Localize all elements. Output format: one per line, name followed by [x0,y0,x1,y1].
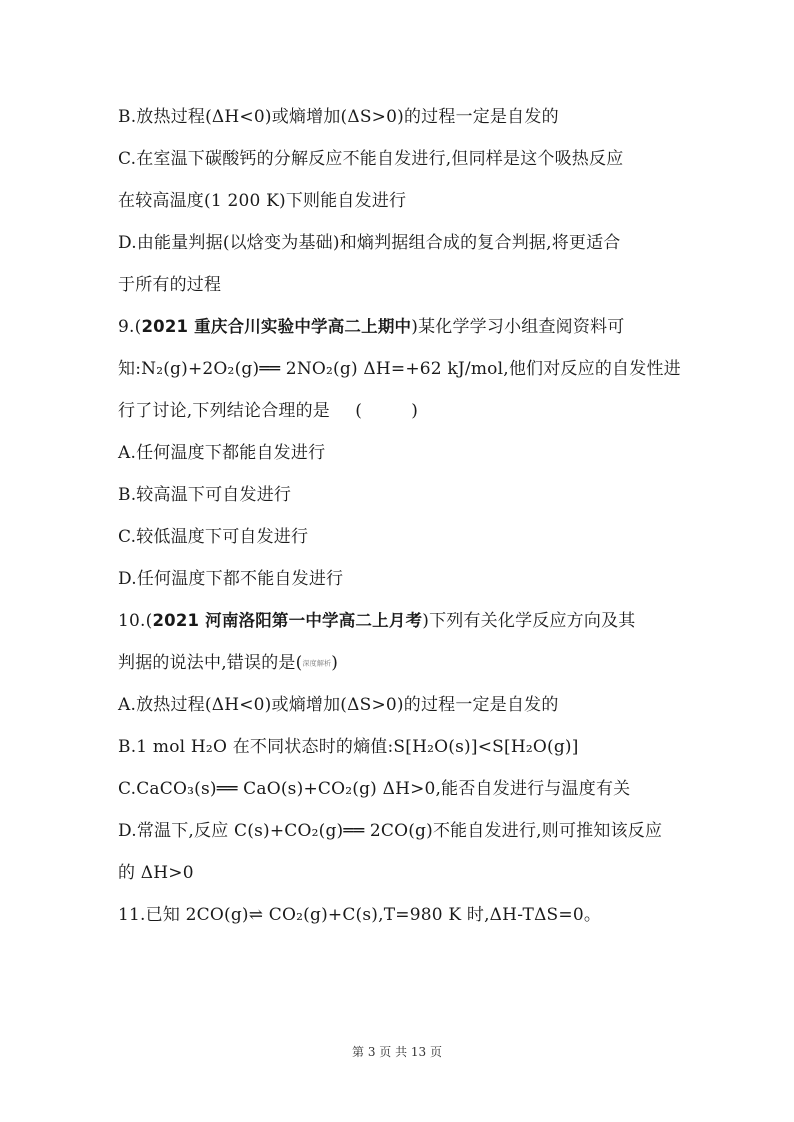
q9-stem-line1 [118,316,624,338]
q10-tag-close: ) [331,653,339,673]
q10-number: 10.( [118,611,153,631]
q9-stem-line2: 知:N₂(g)+2O₂(g)══ 2NO₂(g) ΔH=+62 kJ/mol,他们对反应的自发性进 [118,359,681,379]
page-footer: 第 3 页 共 13 页 [352,1045,442,1059]
q9-number: 9.( [118,317,142,337]
q9-source: 2021 重庆合川实验中学高二上期中 [141,317,412,336]
q10-stem-line2 [118,652,338,675]
q9-answer-paren-close: ) [411,401,419,421]
q9-option-d: D.任何温度下都不能自发进行 [118,569,344,589]
q9-answer-paren-open: ( [355,401,363,421]
q10-stem-rest: )下列有关化学反应方向及其 [422,611,636,631]
q10-option-a: A.放热过程(ΔH<0)或熵增加(ΔS>0)的过程一定是自发的 [118,695,559,715]
q10-tag-open: ( [295,653,303,673]
q9-option-a: A.任何温度下都能自发进行 [118,443,326,463]
q10-stem-line2-text: 判据的说法中,错误的是 [118,653,296,673]
q8-option-d-line2: 于所有的过程 [118,275,222,295]
q8-option-d-line1: D.由能量判据(以焓变为基础)和熵判据组合成的复合判据,将更适合 [118,233,621,253]
q9-stem-line3 [118,400,418,422]
q10-option-c: C.CaCO₃(s)══ CaO(s)+CO₂(g) ΔH>0,能否自发进行与温度有关 [118,779,631,799]
q9-option-c: C.较低温度下可自发进行 [118,527,309,547]
q10-option-b: B.1 mol H₂O 在不同状态时的熵值:S[H₂O(s)]<S[H₂O(g)] [118,737,579,757]
q8-option-c-line1: C.在室温下碳酸钙的分解反应不能自发进行,但同样是这个吸热反应 [118,149,624,169]
q10-stem-line1 [118,610,635,632]
q10-source: 2021 河南洛阳第一中学高二上月考 [152,611,423,630]
q8-option-b: B.放热过程(ΔH<0)或熵增加(ΔS>0)的过程一定是自发的 [118,107,559,127]
q11-stem-line1: 11.已知 2CO(g)⇌ CO₂(g)+C(s),T=980 K 时,ΔH-TΔS=0。 [118,905,602,925]
q9-option-b: B.较高温下可自发进行 [118,485,292,505]
q10-option-d-line2: 的 ΔH>0 [118,863,194,883]
analysis-tag: 深度解析 [302,659,332,668]
q9-stem-line3-text: 行了讨论,下列结论合理的是 [118,401,331,421]
q8-option-c-line2: 在较高温度(1 200 K)下则能自发进行 [118,191,407,211]
q9-stem-rest: )某化学学习小组查阅资料可 [411,317,625,337]
q10-option-d-line1: D.常温下,反应 C(s)+CO₂(g)══ 2CO(g)不能自发进行,则可推知该反应 [118,821,663,841]
